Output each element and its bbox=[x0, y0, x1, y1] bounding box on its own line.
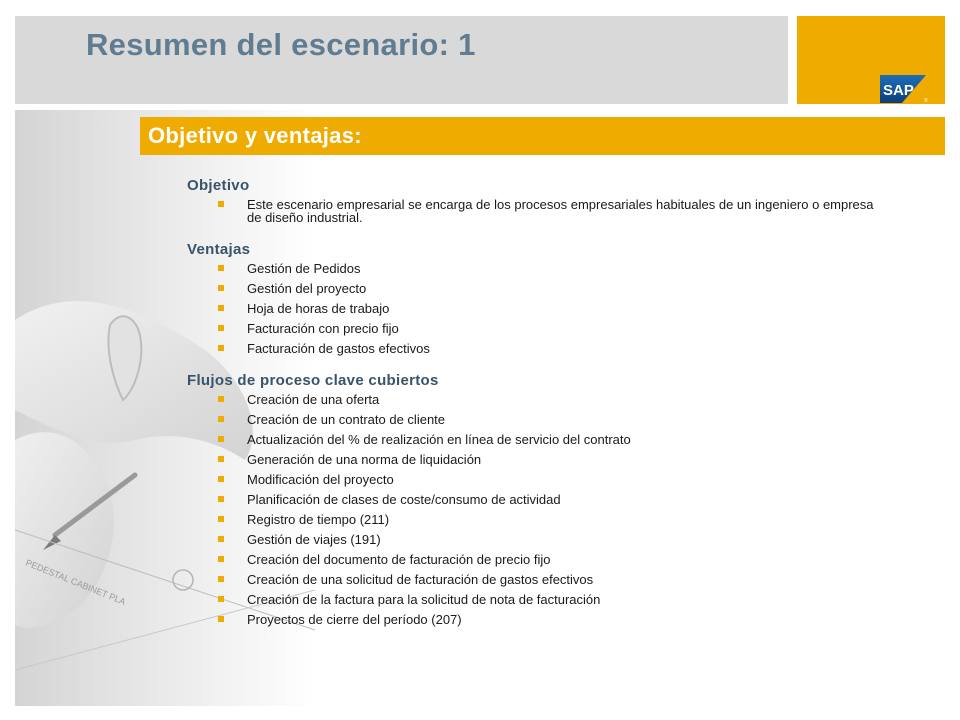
list-item: Proyectos de cierre del período (207) bbox=[187, 613, 887, 626]
list-item: Creación del documento de facturación de precio fijo bbox=[187, 553, 887, 566]
ventajas-list bbox=[187, 262, 887, 355]
sap-logo bbox=[880, 75, 930, 105]
list-item: Creación de una solicitud de facturación de gastos efectivos bbox=[187, 573, 887, 586]
list-item: Creación de una oferta bbox=[187, 393, 887, 406]
section-banner bbox=[140, 117, 945, 155]
list-item: Actualización del % de realización en línea de servicio del contrato bbox=[187, 433, 887, 446]
banner-title: Objetivo y ventajas: bbox=[148, 123, 362, 148]
flujos-list bbox=[187, 393, 887, 626]
svg-text:®: ® bbox=[924, 98, 928, 104]
list-item: Gestión de Pedidos bbox=[187, 262, 887, 275]
objetivo-heading: Objetivo bbox=[187, 177, 250, 194]
list-item: Gestión de viajes (191) bbox=[187, 533, 887, 546]
list-item: Creación de la factura para la solicitud de nota de facturación bbox=[187, 593, 887, 606]
list-item: Hoja de horas de trabajo bbox=[187, 302, 887, 315]
page-title: Resumen del escenario: 1 bbox=[86, 27, 476, 62]
objetivo-list bbox=[187, 198, 887, 224]
list-item: Gestión del proyecto bbox=[187, 282, 887, 295]
flujos-heading: Flujos de proceso clave cubiertos bbox=[187, 372, 439, 389]
list-item: Facturación con precio fijo bbox=[187, 322, 887, 335]
list-item: Creación de un contrato de cliente bbox=[187, 413, 887, 426]
list-item: Generación de una norma de liquidación bbox=[187, 453, 887, 466]
list-item: Registro de tiempo (211) bbox=[187, 513, 887, 526]
ventajas-heading: Ventajas bbox=[187, 241, 251, 258]
list-item: Este escenario empresarial se encarga de los procesos empresariales habituales de un ingeniero o empresa de diseño industrial. bbox=[187, 198, 887, 224]
content bbox=[187, 177, 887, 633]
sap-logo-text: SAP bbox=[883, 82, 914, 99]
list-item: Planificación de clases de coste/consumo de actividad bbox=[187, 493, 887, 506]
list-item: Facturación de gastos efectivos bbox=[187, 342, 887, 355]
list-item: Modificación del proyecto bbox=[187, 473, 887, 486]
svg-text:PEDESTAL CABINET PLA: PEDESTAL CABINET PLA bbox=[24, 557, 128, 607]
